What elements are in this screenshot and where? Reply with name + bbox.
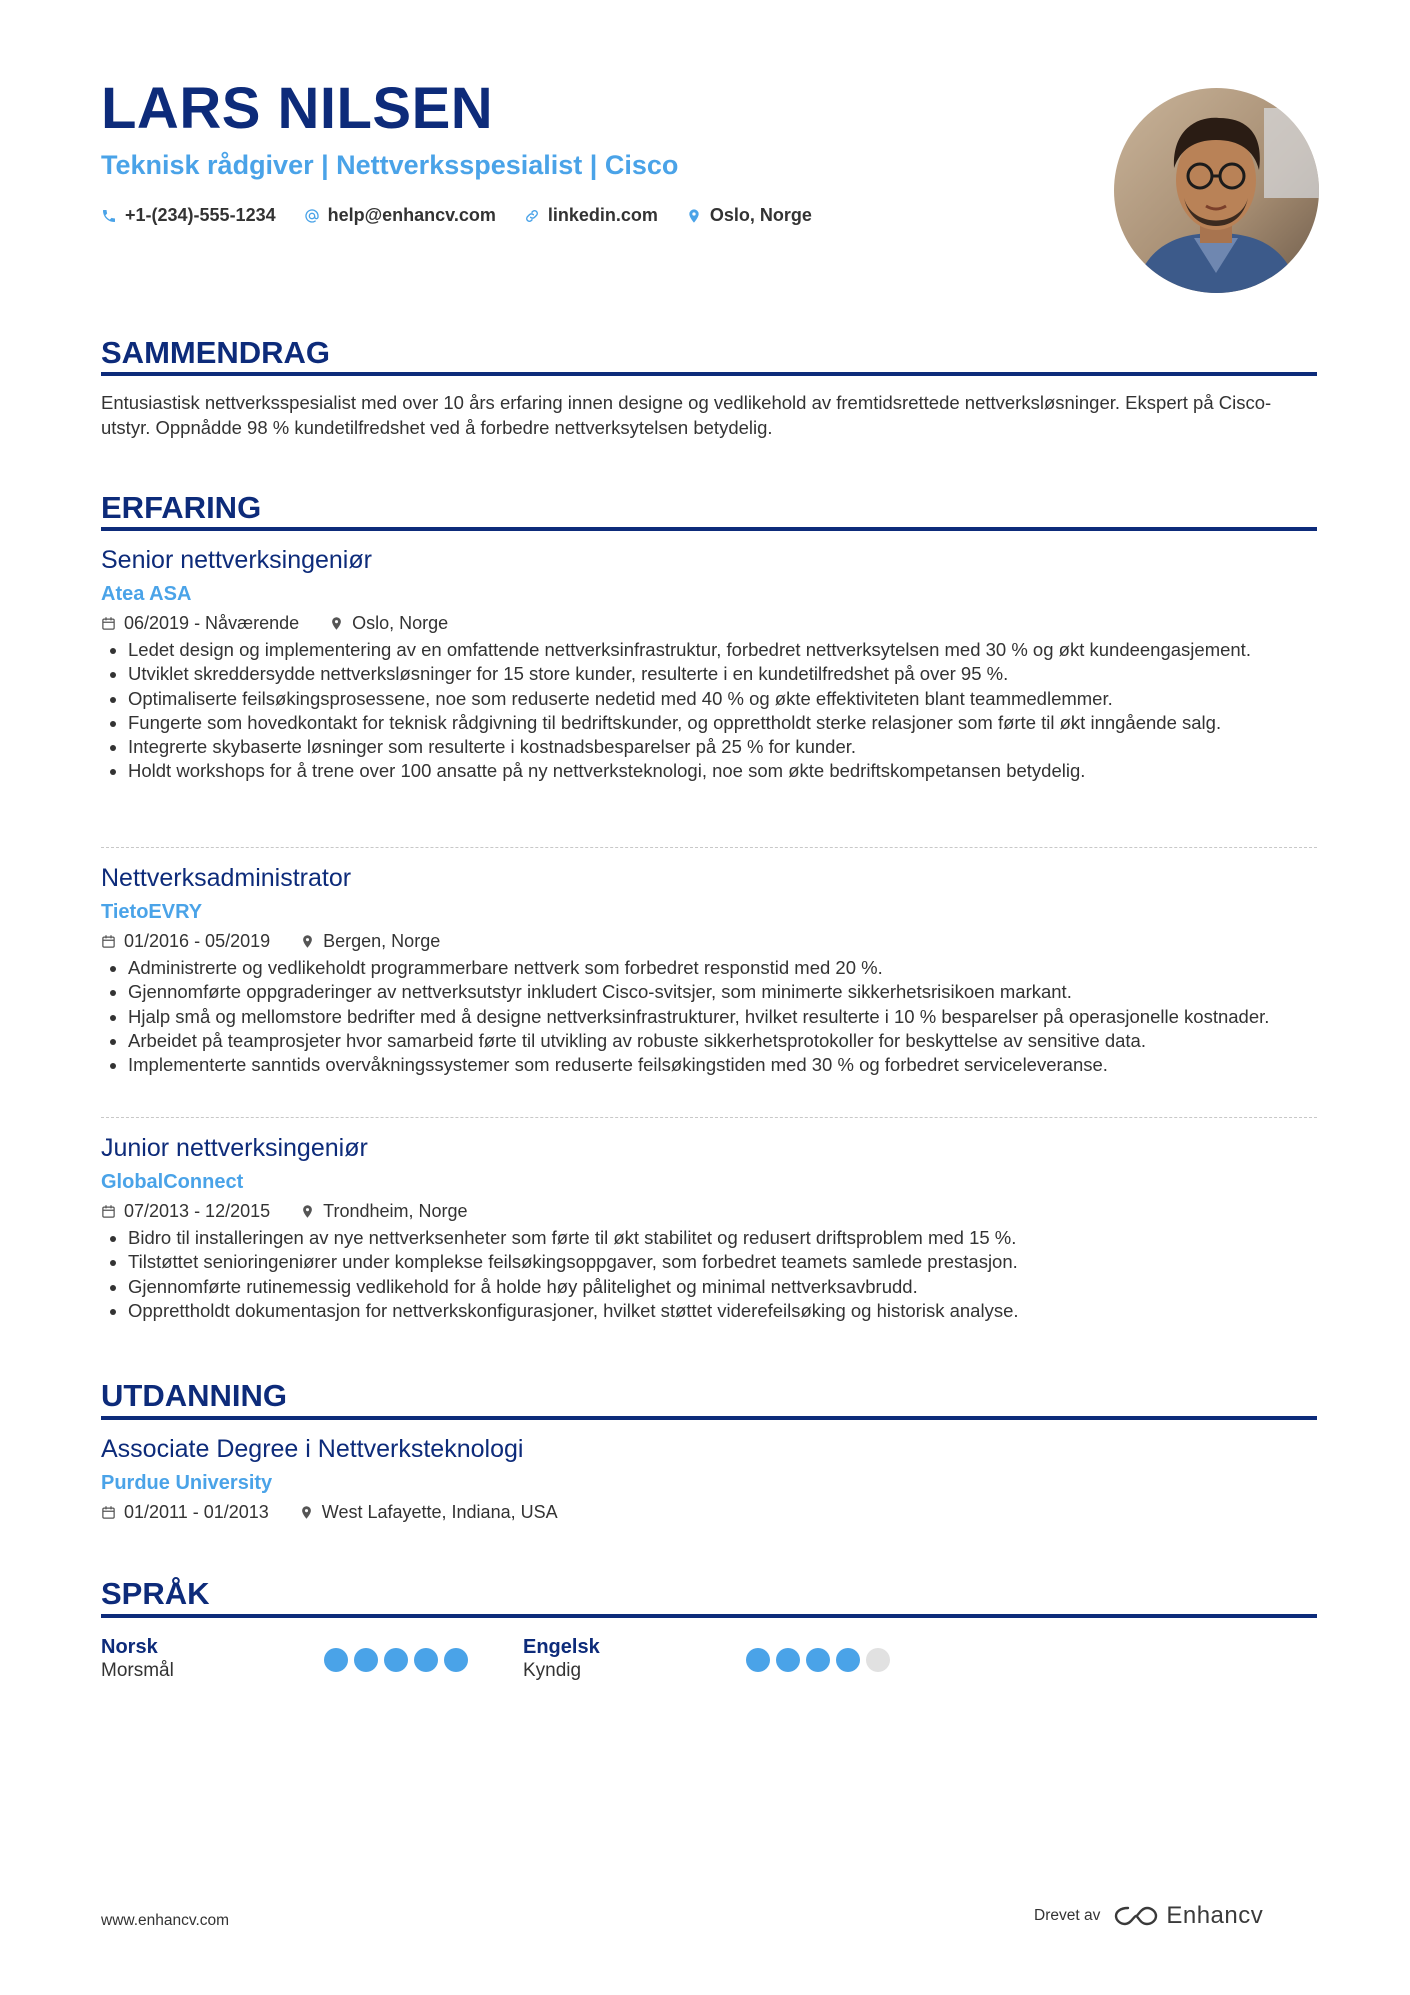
job-entry: [101, 863, 1317, 1077]
enhancv-logo-icon: [1114, 1904, 1158, 1928]
language-name: Engelsk: [523, 1636, 600, 1658]
at-icon: [304, 208, 320, 224]
job-location: [300, 1199, 467, 1223]
contact-email-text: help@enhancv.com: [327, 205, 496, 225]
section-title-education: UTDANNING: [101, 1378, 287, 1413]
job-location-text: Trondheim, Norge: [323, 1201, 468, 1221]
language-rating: [746, 1648, 890, 1672]
school-name: Purdue University: [101, 1472, 273, 1494]
education-location-text: West Lafayette, Indiana, USA: [321, 1502, 558, 1522]
job-bullets: [101, 956, 1317, 1077]
brand-logo[interactable]: [1114, 1902, 1263, 1930]
rating-dot-filled: [776, 1648, 800, 1672]
contact-location-text: Oslo, Norge: [709, 205, 812, 225]
section-rule: [101, 1416, 1317, 1420]
rating-dot-filled: [444, 1648, 468, 1672]
section-title-languages: SPRÅK: [101, 1576, 210, 1611]
bullet: • Gjennomførte oppgraderinger av nettverksutstyr inkludert Cisco-svitsjer, som minimerte sikkerhetsrisikoen markant.: [128, 980, 1317, 1004]
calendar-icon: [101, 1505, 116, 1520]
job-dates: [101, 611, 299, 635]
rating-dot-filled: [324, 1648, 348, 1672]
contact-email[interactable]: [304, 205, 496, 226]
section-rule: [101, 372, 1317, 376]
bullet: • Opprettholdt dokumentasjon for nettverkskonfigurasjoner, hvilket støttet viderefeilsøking og historisk analyse.: [128, 1299, 1317, 1323]
job-bullets: [101, 1226, 1317, 1323]
section-rule: [101, 527, 1317, 531]
bullet: • Arbeidet på teamprosjeter hvor samarbeid førte til utvikling av robuste sikkerhetsprotokoller for beskyttelse av sensitive data.: [128, 1029, 1317, 1053]
education-entry: [101, 1434, 1317, 1524]
bullet: • Implementerte sanntids overvåkningssystemer som reduserte feilsøkingstiden med 30 % og forbedret serviceleveranse.: [128, 1053, 1317, 1077]
job-dates: [101, 929, 270, 953]
headline: Teknisk rådgiver | Nettverksspesialist | Cisco: [101, 150, 679, 180]
location-icon: [329, 616, 344, 631]
section-title-summary: SAMMENDRAG: [101, 335, 331, 370]
rating-dot-filled: [354, 1648, 378, 1672]
contact-linkedin-text: linkedin.com: [547, 205, 658, 225]
company-name: Atea ASA: [101, 583, 192, 605]
bullet: • Hjalp små og mellomstore bedrifter med å designe nettverksinfrastrukturer, hvilket resulterte i 10 % besparelser på operasjonelle kostnader.: [128, 1005, 1317, 1029]
calendar-icon: [101, 616, 116, 631]
contact-phone-text: +1-(234)-555-1234: [125, 205, 276, 225]
job-entry: [101, 1133, 1317, 1323]
education-dates: [101, 1500, 269, 1524]
profile-photo: [1114, 88, 1319, 293]
job-location: [329, 611, 448, 635]
bullet: • Bidro til installeringen av nye nettverksenheter som førte til økt stabilitet og redusert driftsproblem med 15 %.: [128, 1226, 1317, 1250]
company-name: GlobalConnect: [101, 1171, 244, 1193]
bullet: • Optimaliserte feilsøkingsprosessene, noe som reduserte nedetid med 40 % og økte effektiviteten blant teammedlemmer.: [128, 687, 1317, 711]
job-location-text: Oslo, Norge: [352, 613, 449, 633]
language-level: Morsmål: [101, 1660, 174, 1681]
footer-branding: [1034, 1902, 1263, 1930]
job-divider: [101, 847, 1317, 848]
language-name: Norsk: [101, 1636, 158, 1658]
job-divider: [101, 1117, 1317, 1118]
job-meta: [101, 929, 1317, 953]
link-icon: [524, 208, 540, 224]
rating-dot-filled: [384, 1648, 408, 1672]
language-level: Kyndig: [523, 1660, 582, 1681]
summary-text: Entusiastisk nettverksspesialist med over 10 års erfaring innen designe og vedlikehold av fremtidsrettede nettverksløsninger. Ekspert på Cisco-utstyr. Oppnådde 98 % kundetilfredshet ved å forbedre nettverksytelsen betydelig.: [101, 392, 1272, 438]
phone-icon: [101, 208, 117, 224]
job-location-text: Bergen, Norge: [323, 931, 441, 951]
powered-by-label: Drevet av: [1034, 1907, 1101, 1924]
footer-website[interactable]: www.enhancv.com: [101, 1912, 230, 1929]
calendar-icon: [101, 934, 116, 949]
job-dates: [101, 1199, 270, 1223]
rating-dot-filled: [414, 1648, 438, 1672]
job-meta: [101, 1199, 1317, 1223]
job-dates-text: 07/2013 - 12/2015: [124, 1201, 271, 1221]
section-rule: [101, 1614, 1317, 1618]
job-title: Senior nettverksingeniør: [101, 546, 372, 574]
company-name: TietoEVRY: [101, 901, 203, 923]
bullet: • Utviklet skreddersydde nettverksløsninger for 15 store kunder, resulterte i en kundetilfredshet på over 95 %.: [128, 662, 1317, 686]
rating-dot-filled: [746, 1648, 770, 1672]
rating-dot-filled: [836, 1648, 860, 1672]
bullet: • Integrerte skybaserte løsninger som resulterte i kostnadsbesparelser på 25 % for kunder.: [128, 735, 1317, 759]
contact-linkedin[interactable]: [524, 205, 658, 226]
education-location: [299, 1500, 558, 1524]
job-meta: [101, 611, 1317, 635]
job-bullets: [101, 638, 1317, 784]
location-icon: [686, 208, 702, 224]
job-dates-text: 01/2016 - 05/2019: [124, 931, 271, 951]
contact-bar: [101, 205, 812, 226]
location-icon: [300, 1204, 315, 1219]
language-rating: [324, 1648, 468, 1672]
bullet: • Administrerte og vedlikeholdt programmerbare nettverk som forbedret responstid med 20 %.: [128, 956, 1317, 980]
degree-title: Associate Degree i Nettverksteknologi: [101, 1435, 524, 1463]
location-icon: [299, 1505, 314, 1520]
job-entry: [101, 545, 1317, 784]
brand-name: Enhancv: [1166, 1902, 1264, 1929]
section-title-experience: ERFARING: [101, 490, 262, 525]
candidate-name: LARS NILSEN: [101, 76, 494, 141]
job-title: Junior nettverksingeniør: [101, 1134, 368, 1162]
bullet: • Gjennomførte rutinemessig vedlikehold for å holde høy pålitelighet og minimal nettverksavbrudd.: [128, 1275, 1317, 1299]
rating-dot-empty: [866, 1648, 890, 1672]
rating-dot-filled: [806, 1648, 830, 1672]
bullet: • Tilstøttet senioringeniører under komplekse feilsøkingsoppgaver, som forbedret teamets samlede prestasjon.: [128, 1250, 1317, 1274]
bullet: • Holdt workshops for å trene over 100 ansatte på ny nettverksteknologi, noe som økte bedriftskompetansen betydelig.: [128, 759, 1317, 783]
location-icon: [300, 934, 315, 949]
education-dates-text: 01/2011 - 01/2013: [124, 1502, 269, 1522]
job-dates-text: 06/2019 - Nåværende: [124, 613, 300, 633]
bullet: • Ledet design og implementering av en omfattende nettverksinfrastruktur, forbedret nettverksytelsen med 30 % og økt kundeengasjement.: [128, 638, 1317, 662]
contact-location: [686, 205, 812, 226]
job-title: Nettverksadministrator: [101, 864, 352, 892]
contact-phone[interactable]: [101, 205, 276, 226]
education-meta: [101, 1500, 1317, 1524]
job-location: [300, 929, 440, 953]
calendar-icon: [101, 1204, 116, 1219]
bullet: • Fungerte som hovedkontakt for teknisk rådgivning til bedriftskunder, og opprettholdt sterke relasjoner som førte til økt inngående salg.: [128, 711, 1317, 735]
